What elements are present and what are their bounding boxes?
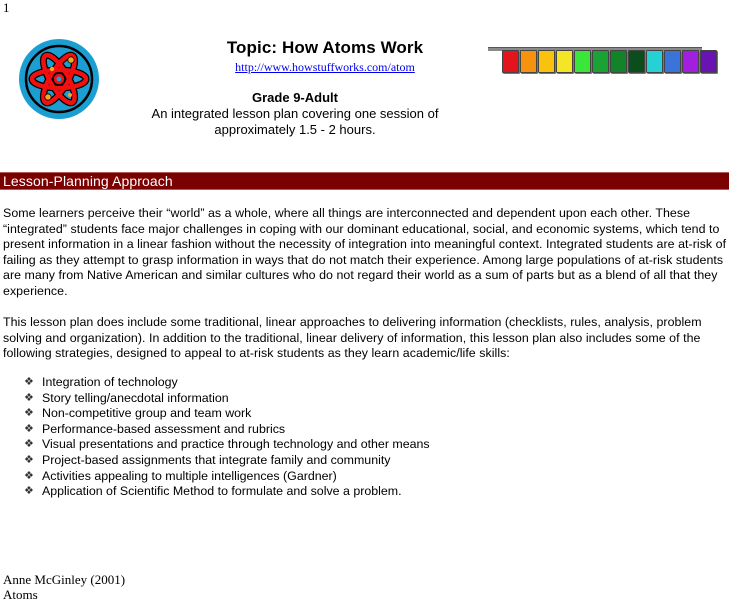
diamond-bullet-icon: ❖ — [24, 407, 34, 420]
list-item-text: Visual presentations and practice through technology and other means — [42, 437, 430, 452]
color-swatch — [556, 50, 573, 73]
color-swatch — [574, 50, 591, 73]
list-item — [24, 422, 430, 438]
diamond-bullet-icon: ❖ — [24, 391, 34, 404]
grade-level: Grade 9-Adult — [252, 90, 338, 105]
color-swatch — [502, 50, 519, 73]
list-item-text: Integration of technology — [42, 375, 178, 389]
document-header — [140, 38, 510, 76]
color-swatch-strip-icon — [488, 44, 704, 76]
diamond-bullet-icon: ❖ — [24, 422, 34, 435]
color-swatch — [628, 50, 645, 73]
page-number: 1 — [3, 0, 10, 15]
diamond-bullet-icon: ❖ — [24, 376, 34, 388]
list-item-text: Activities appealing to multiple intelligences (Gardner) — [42, 468, 337, 483]
color-swatch — [664, 50, 681, 73]
color-swatch — [520, 50, 537, 73]
footer-author: Anne McGinley (2001) — [3, 572, 126, 587]
diamond-bullet-icon: ❖ — [24, 485, 34, 498]
diamond-bullet-icon: ❖ — [24, 469, 34, 482]
color-swatch — [592, 50, 609, 73]
lesson-description-line2: approximately 1.5 - 2 hours. — [214, 122, 376, 137]
color-swatch — [682, 50, 699, 73]
paragraph-intro: Some learners perceive their “world” as a whole, where all things are interconnected and dependent upon each other. These “integrated” students face major challenges in coping with our dominant educational, social, and economic systems, which tend to present information in a linear fashion without the necessity of integration into meaningful context. Integrated students are at-risk of failing as they attempt to grasp information in ways that do not match their experience. Among large populations of at-risk students are many from Native American and similar cultures who do not regard their world as a sum of parts but as a blend of all that they experience. — [3, 206, 727, 298]
list-item — [24, 406, 430, 422]
section-title: Lesson-Planning Approach — [3, 173, 173, 189]
paragraph-strategies: This lesson plan does include some traditional, linear approaches to delivering information (checklists, rules, analysis, problem solving and organization). In addition to the traditional, linear delivery of information, this lesson plan also includes some of the following strategies, designed to appeal to at-risk students as they learn academic/life skills: — [3, 315, 702, 361]
atom-icon — [18, 38, 100, 120]
diamond-bullet-icon: ❖ — [24, 438, 34, 451]
color-swatch — [610, 50, 627, 73]
list-item-text: Performance-based assessment and rubrics — [42, 421, 286, 436]
swatch-row — [502, 50, 717, 73]
list-item — [24, 375, 430, 391]
list-item — [24, 437, 430, 453]
list-item-text: Application of Scientific Method to formulate and solve a problem. — [42, 484, 402, 499]
diamond-bullet-icon: ❖ — [24, 453, 34, 466]
footer — [3, 572, 125, 602]
footer-subject: Atoms — [3, 587, 38, 602]
page-title: Topic: How Atoms Work — [226, 38, 424, 57]
grade-info — [140, 90, 450, 138]
list-item — [24, 453, 430, 469]
list-item-text: Non-competitive group and team work — [42, 406, 252, 421]
section-header — [0, 172, 729, 190]
list-item — [24, 469, 430, 485]
list-item-text: Project-based assignments that integrate family and community — [42, 452, 391, 467]
color-swatch — [700, 50, 717, 73]
source-link[interactable]: http://www.howstuffworks.com/atom — [235, 60, 415, 74]
color-swatch — [646, 50, 663, 73]
strategy-list — [24, 375, 430, 500]
color-swatch — [538, 50, 555, 73]
list-item — [24, 391, 430, 407]
list-item-text: Story telling/anecdotal information — [42, 390, 229, 405]
lesson-description-line1: An integrated lesson plan covering one session of — [151, 106, 439, 121]
list-item — [24, 484, 430, 500]
